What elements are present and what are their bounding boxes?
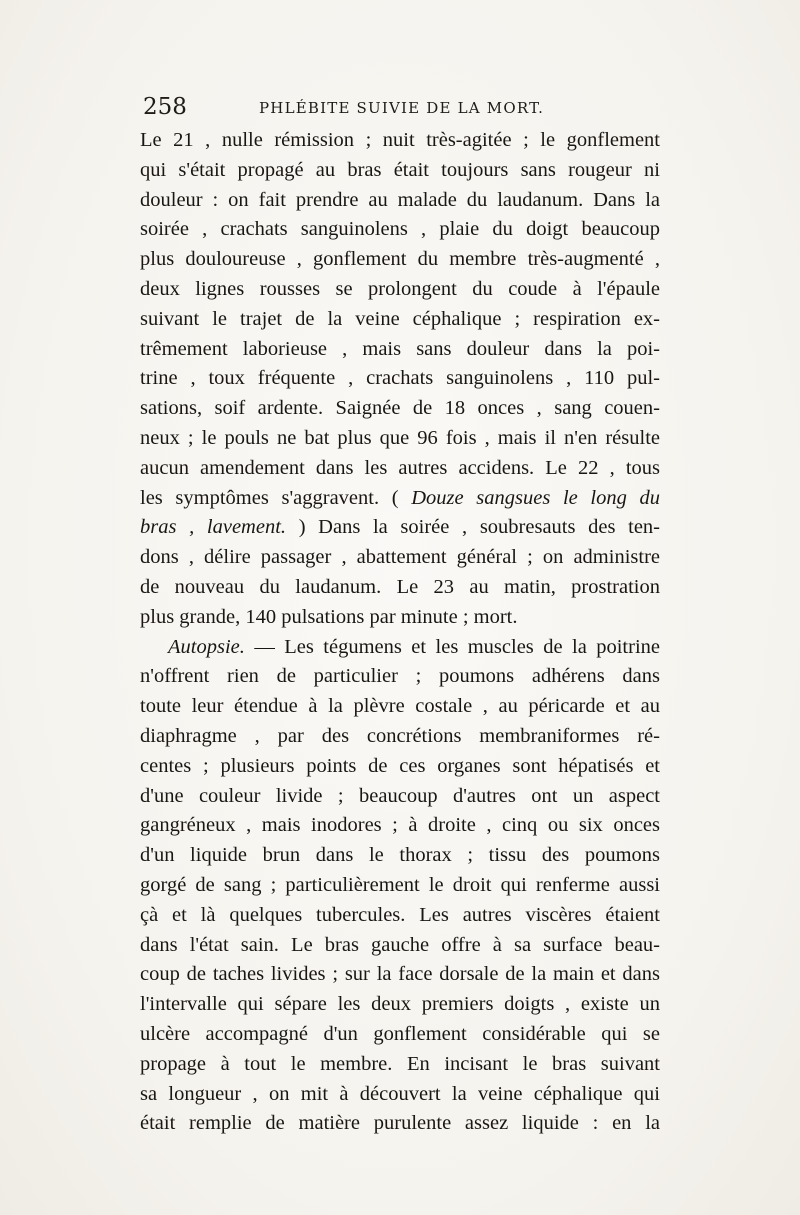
- text-line: les symptômes s'aggravent. ( Douze sangsues le long du: [140, 486, 661, 509]
- text-line: douleur : on fait prendre au malade du laudanum. Dans la: [140, 188, 660, 211]
- text-line: d'un liquide brun dans le thorax ; tissu des poumons: [140, 844, 660, 867]
- text-line: plus grande, 140 pulsations par minute ; mort.: [140, 605, 518, 628]
- text-line: n'offrent rien de particulier ; poumons adhérens dans: [140, 665, 660, 688]
- text-line: gorgé de sang ; particulièrement le droit qui renferme aussi: [140, 873, 660, 896]
- text-line: sations, soif ardente. Saignée de 18 onces , sang couen-: [140, 397, 660, 420]
- text-line: gangréneux , mais inodores ; à droite , cinq ou six onces: [140, 814, 660, 837]
- text-line: bras , lavement. ) Dans la soirée , soubresauts des ten-: [140, 516, 660, 539]
- text-line: ulcère accompagné d'un gonflement considérable qui se: [140, 1022, 660, 1045]
- text-line: deux lignes rousses se prolongent du coude à l'épaule: [140, 277, 660, 300]
- text-line: l'intervalle qui sépare les deux premiers doigts , existe un: [140, 993, 660, 1016]
- text-line: dans l'état sain. Le bras gauche offre à sa surface beau-: [140, 933, 660, 956]
- text-line: plus douloureuse , gonflement du membre très-augmenté ,: [140, 248, 660, 271]
- text-line: centes ; plusieurs points de ces organes sont hépatisés et: [140, 754, 660, 777]
- text-line: trine , toux fréquente , crachats sanguinolens , 110 pul-: [140, 367, 660, 390]
- text-line: propage à tout le membre. En incisant le bras suivant: [140, 1052, 660, 1075]
- text-line: de nouveau du laudanum. Le 23 au matin, prostration: [140, 575, 660, 598]
- text-line: Autopsie. — Les tégumens et les muscles de la poitrine: [168, 635, 660, 658]
- text-line: sa longueur , on mit à découvert la veine céphalique qui: [140, 1082, 660, 1105]
- text-line: diaphragme , par des concrétions membraniformes ré-: [140, 724, 660, 747]
- text-line: dons , délire passager , abattement général ; on administre: [140, 546, 660, 569]
- text-line: neux ; le pouls ne bat plus que 96 fois , mais il n'en résulte: [140, 426, 660, 449]
- running-head: PHLÉBITE SUIVIE DE LA MORT.: [259, 99, 545, 117]
- text-line: coup de taches livides ; sur la face dorsale de la main et dans: [140, 963, 660, 986]
- text-line: était remplie de matière purulente assez liquide : en la: [140, 1112, 660, 1135]
- text-line: trêmement laborieuse , mais sans douleur dans la poi-: [140, 337, 660, 360]
- text-line: d'une couleur livide ; beaucoup d'autres ont un aspect: [140, 784, 660, 807]
- page-number: 258: [143, 94, 187, 120]
- text-line: toute leur étendue à la plèvre costale , au péricarde et au: [140, 695, 660, 718]
- section-heading-autopsie: Autopsie.: [168, 635, 245, 658]
- text-line: aucun amendement dans les autres accidens. Le 22 , tous: [140, 456, 660, 479]
- text-line: qui s'était propagé au bras était toujours sans rougeur ni: [140, 158, 660, 181]
- text-line: suivant le trajet de la veine céphalique ; respiration ex-: [140, 307, 660, 330]
- text-line: çà et là quelques tubercules. Les autres viscères étaient: [140, 903, 660, 926]
- italic-prescription: bras , lavement.: [140, 516, 287, 539]
- italic-prescription: Douze sangsues le long du: [411, 486, 661, 509]
- page-header: [140, 93, 660, 123]
- body-text: [140, 126, 660, 1139]
- text-line: Le 21 , nulle rémission ; nuit très-agitée ; le gonflement: [140, 129, 660, 151]
- text-line: soirée , crachats sanguinolens , plaie du doigt beaucoup: [140, 218, 660, 241]
